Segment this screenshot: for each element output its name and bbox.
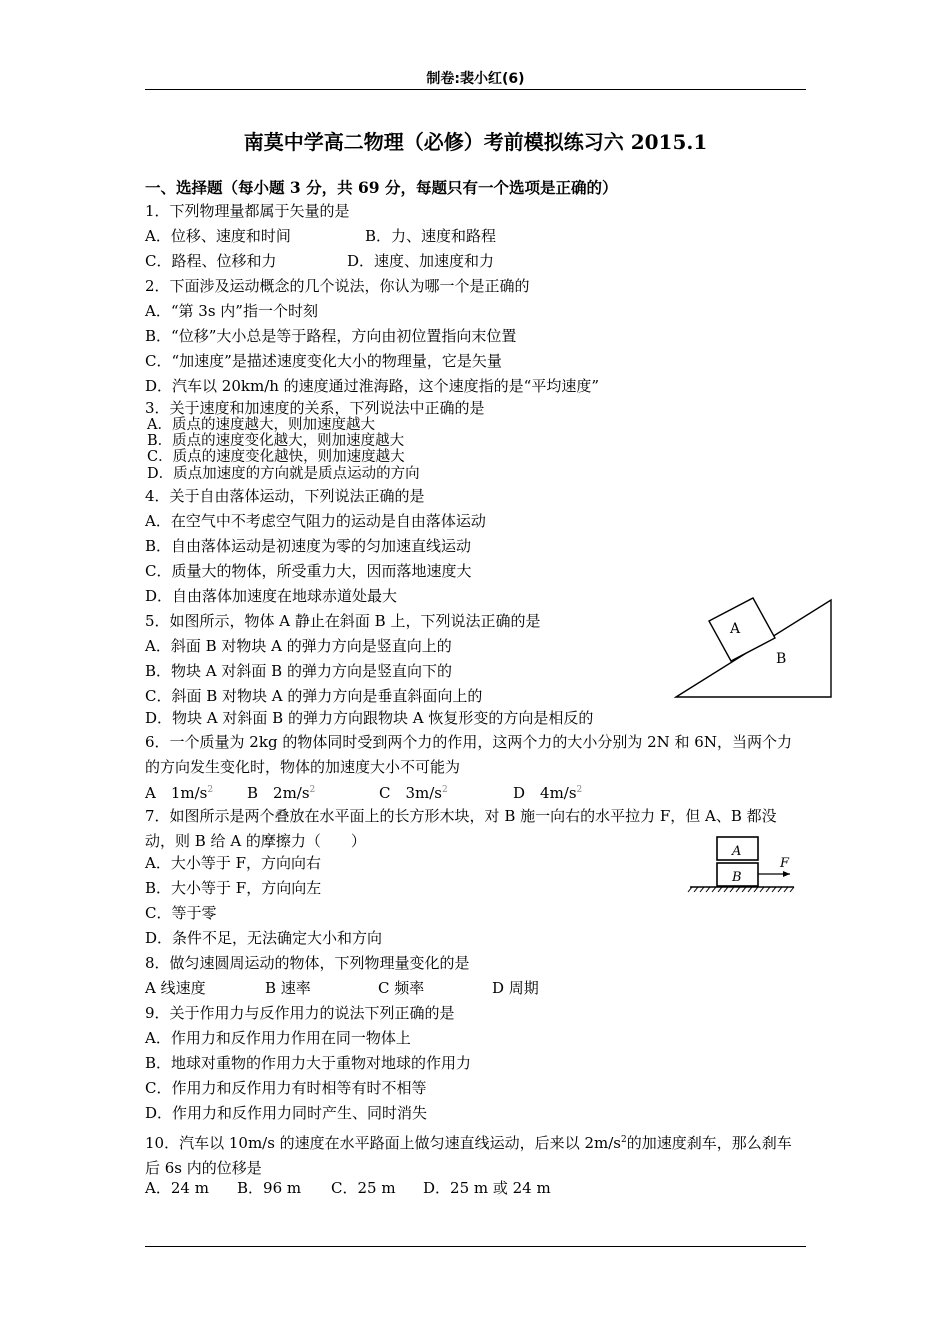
q1-option-c: C．路程、位移和力	[145, 252, 277, 270]
q5-option-c: C．斜面 B 对物块 A 的弹力方向是垂直斜面向上的	[145, 687, 483, 705]
page-header: 制卷:裴小红(6)	[426, 71, 525, 87]
q2-option-b: B．“位移”大小总是等于路程，方向由初位置指向末位置	[145, 327, 517, 345]
q6-option-b-sup: 2	[309, 785, 316, 795]
q10-stem	[145, 1128, 806, 1181]
q1-option-a: A．位移、速度和时间	[145, 227, 291, 245]
q10-stem-text-2: 的加速度刹车，那么刹车后 6s 内的位移是	[145, 1134, 792, 1177]
block-a-label: A	[730, 621, 741, 637]
q2-stem: 2．下面涉及运动概念的几个说法，你认为哪一个是正确的	[145, 277, 530, 295]
q4-option-a: A．在空气中不考虑空气阻力的运动是自由落体运动	[145, 512, 486, 530]
q9-stem: 9．关于作用力与反作用力的说法下列正确的是	[145, 1004, 455, 1022]
section-heading: 一、选择题（每小题 3 分，共 69 分，每题只有一个选项是正确的）	[145, 178, 618, 197]
q7-option-d: D．条件不足，无法确定大小和方向	[145, 929, 383, 947]
q5-option-a: A．斜面 B 对物块 A 的弹力方向是竖直向上的	[145, 637, 452, 655]
q6-option-a	[145, 780, 213, 803]
q3-option-b: B．质点的速度变化越大，则加速度越大	[147, 433, 405, 449]
q6-option-d-text: D 4m/s	[513, 784, 577, 802]
q3-option-d: D．质点加速度的方向就是质点运动的方向	[147, 466, 420, 482]
q7-option-c: C．等于零	[145, 904, 217, 922]
q9-option-a: A．作用力和反作用力作用在同一物体上	[145, 1029, 411, 1047]
q8-option-c: C 频率	[378, 979, 425, 997]
q1-option-d: D．速度、加速度和力	[347, 252, 495, 270]
q4-stem: 4．关于自由落体运动，下列说法正确的是	[145, 487, 425, 505]
incline-figure	[670, 592, 840, 704]
q6-option-a-text: A 1m/s	[145, 784, 208, 802]
q6-option-a-sup: 2	[207, 785, 214, 795]
incline-b-label: B	[776, 651, 787, 667]
q7-option-b: B．大小等于 F，方向向左	[145, 879, 322, 897]
ground-hatching	[688, 887, 794, 892]
q7-stem: 7．如图所示是两个叠放在水平面上的长方形木块，对 B 施一向右的水平拉力 F，但 A、B 都没动，则 B 给 A 的摩擦力（ ）	[145, 807, 777, 850]
page-title: 南莫中学高二物理（必修）考前模拟练习六 2015.1	[243, 130, 708, 154]
block-a-label: A	[732, 844, 742, 859]
block-a-shape	[709, 598, 775, 661]
q8-option-a: A 线速度	[145, 979, 206, 997]
q5-stem: 5．如图所示，物体 A 静止在斜面 B 上，下列说法正确的是	[145, 612, 541, 630]
q6-option-c-sup: 2	[442, 785, 448, 795]
q10-option-d: D．25 m 或 24 m	[423, 1179, 551, 1197]
q9-option-c: C．作用力和反作用力有时相等有时不相等	[145, 1079, 427, 1097]
q6-option-c	[379, 780, 448, 803]
q8-option-d: D 周期	[492, 979, 539, 997]
q3-option-a: A．质点的速度越大，则加速度越大	[147, 417, 375, 433]
q8-option-b: B 速率	[265, 979, 311, 997]
q6-option-d	[513, 780, 582, 803]
q10-option-a: A．24 m	[145, 1179, 209, 1197]
q9-option-d: D．作用力和反作用力同时产生、同时消失	[145, 1104, 428, 1122]
q6-option-d-sup: 2	[576, 785, 583, 795]
q2-option-a: A．“第 3s 内”指一个时刻	[145, 302, 318, 320]
header-rule	[145, 89, 806, 90]
q10-stem-text-1: 10．汽车以 10m/s 的速度在水平路面上做匀速直线运动，后来以 2m/s	[145, 1134, 621, 1152]
q6-option-c-text: C 3m/s	[379, 784, 442, 802]
q5-option-b: B．物块 A 对斜面 B 的弹力方向是竖直向下的	[145, 662, 452, 680]
stacked-blocks-figure	[686, 832, 798, 894]
q6-option-b	[247, 780, 315, 803]
q2-option-d: D．汽车以 20km/h 的速度通过淮海路，这个速度指的是“平均速度”	[145, 377, 600, 395]
q9-option-b: B．地球对重物的作用力大于重物对地球的作用力	[145, 1054, 472, 1072]
force-label: F	[780, 856, 790, 871]
q5-option-d: D．物块 A 对斜面 B 的弹力方向跟物块 A 恢复形变的方向是相反的	[145, 709, 594, 727]
q4-option-c: C．质量大的物体，所受重力大，因而落地速度大	[145, 562, 472, 580]
q3-option-c: C．质点的速度变化越快，则加速度越大	[147, 449, 405, 465]
q10-stem-sup: 2	[620, 1135, 627, 1145]
q4-option-d: D．自由落体加速度在地球赤道处最大	[145, 587, 398, 605]
q3-stem: 3．关于速度和加速度的关系，下列说法中正确的是	[145, 399, 485, 417]
q6-option-b-text: B 2m/s	[247, 784, 310, 802]
footer-rule	[145, 1246, 806, 1247]
q6-stem: 6．一个质量为 2kg 的物体同时受到两个力的作用，这两个力的大小分别为 2N 和 6N，当两个力的方向发生变化时，物体的加速度大小不可能为	[145, 733, 792, 776]
q8-stem: 8．做匀速圆周运动的物体，下列物理量变化的是	[145, 954, 470, 972]
q1-stem: 1．下列物理量都属于矢量的是	[145, 202, 350, 220]
block-b-label: B	[732, 870, 742, 885]
force-arrowhead	[783, 871, 790, 877]
q10-option-b: B．96 m	[237, 1179, 302, 1197]
q10-option-c: C．25 m	[331, 1179, 396, 1197]
q2-option-c: C．“加速度”是描述速度变化大小的物理量，它是矢量	[145, 352, 502, 370]
q4-option-b: B．自由落体运动是初速度为零的匀加速直线运动	[145, 537, 472, 555]
q7-option-a: A．大小等于 F，方向向右	[145, 854, 322, 872]
q1-option-b: B．力、速度和路程	[365, 227, 497, 245]
